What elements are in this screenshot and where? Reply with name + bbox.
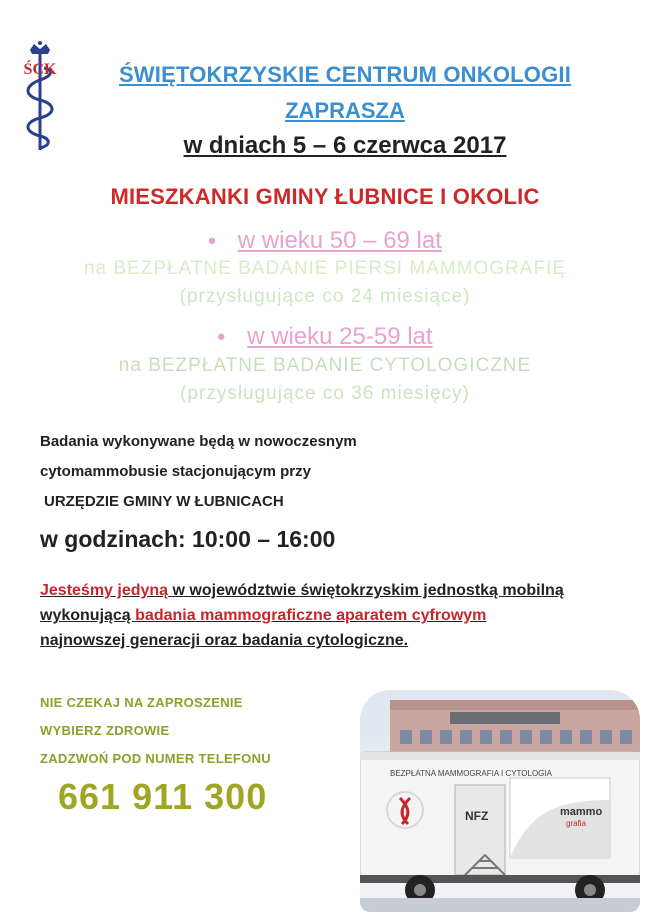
cytomammobus-photo: [360, 690, 640, 912]
location-line-1: Badania wykonywane będą w nowoczesnym: [40, 433, 357, 450]
statement-text-2: wykonującą: [40, 607, 136, 624]
logo-letters: ŚCK: [23, 61, 57, 78]
offer-2-frequency: (przysługujące co 36 miesięcy): [180, 383, 470, 404]
statement-line-1: [40, 578, 640, 603]
offer-2-exam: na BEZPŁATNE BADANIE CYTOLOGICZNE: [118, 355, 532, 376]
event-dates: w dniach 5 – 6 czerwca 2017: [183, 132, 507, 159]
offer-1-frequency: (przysługujące co 24 miesiące): [179, 286, 471, 307]
offer-1-age-text: w wieku 50 – 69 lat: [237, 227, 442, 254]
statement-line-3: [40, 628, 640, 653]
offer-1-age: [0, 227, 650, 255]
opening-hours: w godzinach: 10:00 – 16:00: [40, 526, 336, 552]
nfz-logo: NFZ: [465, 809, 489, 823]
statement-highlight-1: Jesteśmy jedyną: [40, 582, 169, 599]
statement-highlight-2: badania mammograficzne aparatem cyfrowym: [135, 607, 487, 624]
offer-1-exam: na BEZPŁATNE BADANIE PIERSI MAMMOGRAFIĘ: [83, 258, 567, 279]
cta-line-1: NIE CZEKAJ NA ZAPROSZENIE: [40, 695, 243, 710]
offer-2-age: [0, 323, 650, 351]
cta-line-2: WYBIERZ ZDROWIE: [40, 723, 170, 738]
cta-line-3: ZADZWOŃ POD NUMER TELEFONU: [40, 751, 271, 766]
bus-text: BEZPŁATNA MAMMOGRAFIA I CYTOLOGIA: [390, 769, 552, 778]
location-line-2: cytomammobusie stacjonującym przy: [40, 463, 311, 480]
header-line-2: ZAPRASZA: [285, 98, 405, 123]
phone-number: 661 911 300: [58, 776, 268, 817]
statement-text-3: najnowszej generacji oraz badania cytologiczne.: [40, 632, 409, 649]
bullet-icon: •: [208, 228, 216, 253]
bus-brand: mammo: [560, 806, 603, 818]
bus-brand-2: grafia: [566, 819, 587, 828]
audience-heading: MIESZKANKI GMINY ŁUBNICE I OKOLIC: [110, 184, 540, 209]
bullet-icon: •: [217, 324, 226, 349]
location-line-3: URZĘDZIE GMINY W ŁUBNICACH: [44, 493, 284, 510]
statement-line-2: [40, 603, 640, 628]
statement-text-1: w województwie świętokrzyskim jednostką mobilną: [168, 582, 564, 599]
header-line-1: ŚWIĘTOKRZYSKIE CENTRUM ONKOLOGII: [118, 62, 572, 87]
offer-2-age-text: w wieku 25-59 lat: [247, 323, 433, 350]
